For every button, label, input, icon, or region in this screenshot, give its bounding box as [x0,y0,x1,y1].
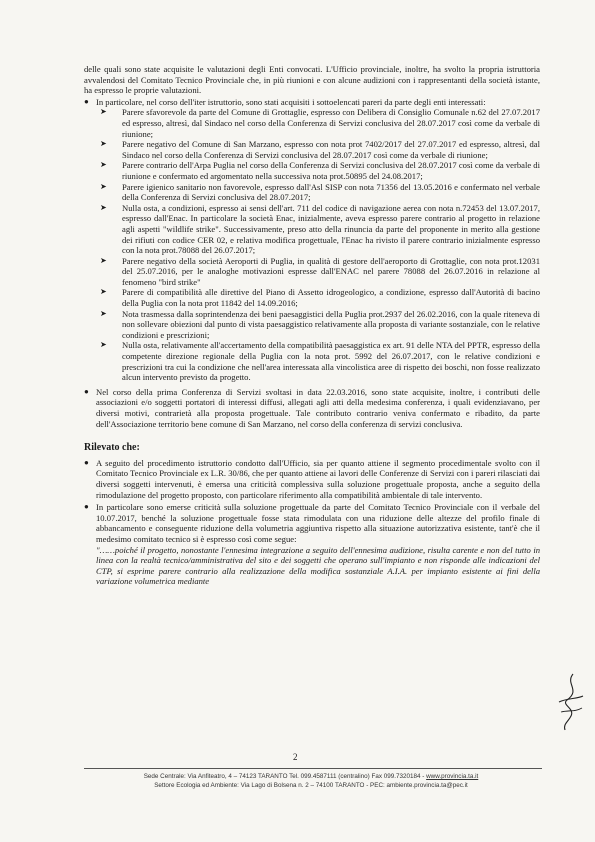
list-item-text: Parere negativo della società Aeroporti di Puglia, in qualità di gestore dell'aeroporto di Grottaglie, con nota prot.12031 del 25.07.2016, per le analoghe motivazioni espresse dall'ENAC nel parere 78088 del 26.07.2016 in relazione al fenomeno "bird strike" [122,255,540,287]
bullet-dot-icon: ● [84,386,89,396]
list-item [100,309,540,341]
arrow-bullet-icon: ➤ [100,287,107,297]
arrow-bullet-icon: ➤ [100,160,107,170]
list-item-text: Parere igienico sanitario non favorevole, espresso dall'Asl SISP con nota 71356 del 13.05.2016 e confermato nel verbale della Conferenza di Servizi conclusiva del 28.07.2017; [122,181,540,203]
list-item-text: Nulla osta, relativamente all'accertamento della compatibilità paesaggistica ex art. 91 delle NTA del PPTR, espresso della competente direzione regionale della Puglia con la nota prot. 5992 del 26.07.2017, con le relative condizioni e prescrizioni tra cui la condizione che nell'area interessata alla vincolistica aree di rispetto dei boschi, non fosse realizzato alcun intervento previsto da progetto. [122,340,540,383]
footer-settore-line: Settore Ecologia ed Ambiente: Via Lago di Bolsena n. 2 – 74100 TARANTO - PEC: ambiente.provincia.ta@pec.it [154,782,468,789]
bullet-pareri-text: In particolare, nel corso dell'iter istruttorio, sono stati acquisiti i sottoelencati pareri da parte degli enti interessati: [96,96,486,107]
footer-address-line [76,772,546,781]
list-item-text: Nulla osta, a condizioni, espresso ai sensi dell'art. 711 del codice di navigazione aerea con nota n.72453 del 13.07.2017, espresso dall'Enac. In particolare la società Enac, inizialmente, aveva espresso parere contrario al progetto in relazione agli aspetti "wildlife strike". Successivamente, preso atto della rinuncia da parte del proponente in merito alla gestione dei rifiuti con codice CER 02, e relativa modifica progettuale, l'Enac ha rivisto il parere contrario inizialmente espresso con la nota prot.78088 del 26.07.2017; [122,202,540,256]
list-item-text: Parere sfavorevole da parte del Comune di Grottaglie, espresso con Delibera di Consiglio Comunale n.62 del 27.07.2017 ed espresso, altresì, dal Sindaco nel corso della Conferenza di Servizi conclusiva del 28.07.2017 così come da verbale di riunione; [122,107,540,139]
list-item-text: Nota trasmessa dalla soprintendenza dei beni paesaggistici della Puglia prot.2937 del 26.02.2016, con la quale riteneva di non sollevare obiezioni dal punto di vista paesaggistico relativamente alla proposta di variante sostanziale, con le relative condizioni e prescrizioni; [122,308,540,340]
page-footer [76,772,546,790]
arrow-bullet-icon: ➤ [100,139,107,149]
list-item [100,107,540,139]
list-item [100,203,540,256]
arrow-bullet-icon: ➤ [100,308,107,318]
arrow-bullet-icon: ➤ [100,202,107,212]
list-item [100,287,540,308]
quoted-opinion: "……poiché il progetto, nonostante l'ennesima integrazione a seguito dell'ennesima audizione, risulta carente e non del tutto in linea con la realtà tecnico/amministrativa del sito e dei soggetti che operano sull'impianto e non risponde alle indicazioni del CTP, si esprime parere contrario alla realizzazione della modifica sostanziale A.I.A. per impianto esistente ai fini della variazione volumetrica mediante [96,544,540,587]
list-item [100,340,540,382]
bullet-pareri [84,97,540,108]
list-item [100,256,540,288]
footer-website-link[interactable]: www.provincia.ta.it [426,773,479,780]
bullet-criticita [84,502,540,587]
list-item-text: Parere contrario dell'Arpa Puglia nel corso della Conferenza di Servizi conclusiva del 28.07.2017 così come da verbale di riunione e confermato ed argomentato nella successiva nota prot.50895 del 24.08.2017; [122,160,540,181]
bullet-dot-icon: ● [84,96,89,106]
footer-address: Sede Centrale: Via Anfiteatro, 4 – 74123 TARANTO Tel. 099.4587111 (centralino) Fax 099.7320184 - [143,773,425,780]
list-item-text: Parere negativo del Comune di San Marzano, espresso con nota prot 7402/2017 del 27.07.2017 ed espresso, altresì, dal Sindaco nel corso della Conferenza di Servizi conclusiva del 28.07.2017 così come da verbale di riunione; [122,139,540,160]
bullet-dot-icon: ● [84,502,89,512]
handwritten-signature [555,672,585,732]
arrow-bullet-icon: ➤ [100,181,107,191]
bullet-conferenza-text: Nel corso della prima Conferenza di Servizi svoltasi in data 22.03.2016, sono state acquisite, inoltre, i contributi delle associazioni e/o soggetti portatori di interessi diffusi, allegati agli atti della medesima conferenza, i quali evidenziavano, per diversi motivi, contrarietà alla proposta progettuale. Tale contributo contrario veniva confermato e ribadito, da parte dell'Associazione territorio bene comune di San Marzano, nel corso della conferenza di servizi conclusiva. [96,386,540,429]
section-heading: Rilevato che: [84,442,140,454]
list-item [100,160,540,181]
bullet-procedimento [84,458,540,500]
document-body [84,64,540,587]
intro-paragraph: delle quali sono state acquisite le valutazioni degli Enti convocati. L'Ufficio provinciale, inoltre, ha svolto la propria istruttoria avvalendosi del Comitato Tecnico Provinciale che, in più riunioni e con alcune audizioni con i rappresentanti della società istante, ha espresso le proprie valutazioni. [84,64,540,96]
list-item-text: Parere di compatibilità alle direttive del Piano di Assetto idrogeologico, a condizione, espresso dall'Autorità di bacino della Puglia con la nota prot 11842 del 14.09.2016; [122,287,540,309]
bullet-procedimento-text: A seguito del procedimento istruttorio condotto dall'Ufficio, sia per quanto attiene il segmento procedimentale svolto con il Comitato Tecnico Provinciale ex L.R. 30/86, che per quanto attiene ai lavori delle Conferenze di Servizi con i pareri rilasciati dai diversi soggetti intervenuti, è emersa una criticità complessiva sulla soluzione progettuale proposta, anche a seguito della rimodulazione del progetto proposto, con particolare riferimento alla compatibilità ambientale di tale intervento. [96,457,540,500]
arrow-bullet-icon: ➤ [100,107,107,117]
arrow-bullet-icon: ➤ [100,255,107,265]
footer-divider [84,768,542,769]
list-item [100,139,540,160]
bullet-criticita-text: In particolare sono emerse criticità sulla soluzione progettuale da parte del Comitato Tecnico Provinciale con il verbale del 10.07.2017, benché la soluzione progettuale fosse stata rimodulata con una riduzione delle altezze del profilo finale di abbancamento e conseguente riduzione della volumetria aggiuntiva rispetto alla situazione autorizzativa esistente, tant'è che il medesimo comitato tecnico si è espresso così come segue: [96,502,540,544]
bullet-conferenza [84,387,540,429]
arrow-bullet-icon: ➤ [100,340,107,350]
page-number: 2 [293,752,298,762]
bullet-dot-icon: ● [84,457,89,467]
list-item [100,182,540,203]
